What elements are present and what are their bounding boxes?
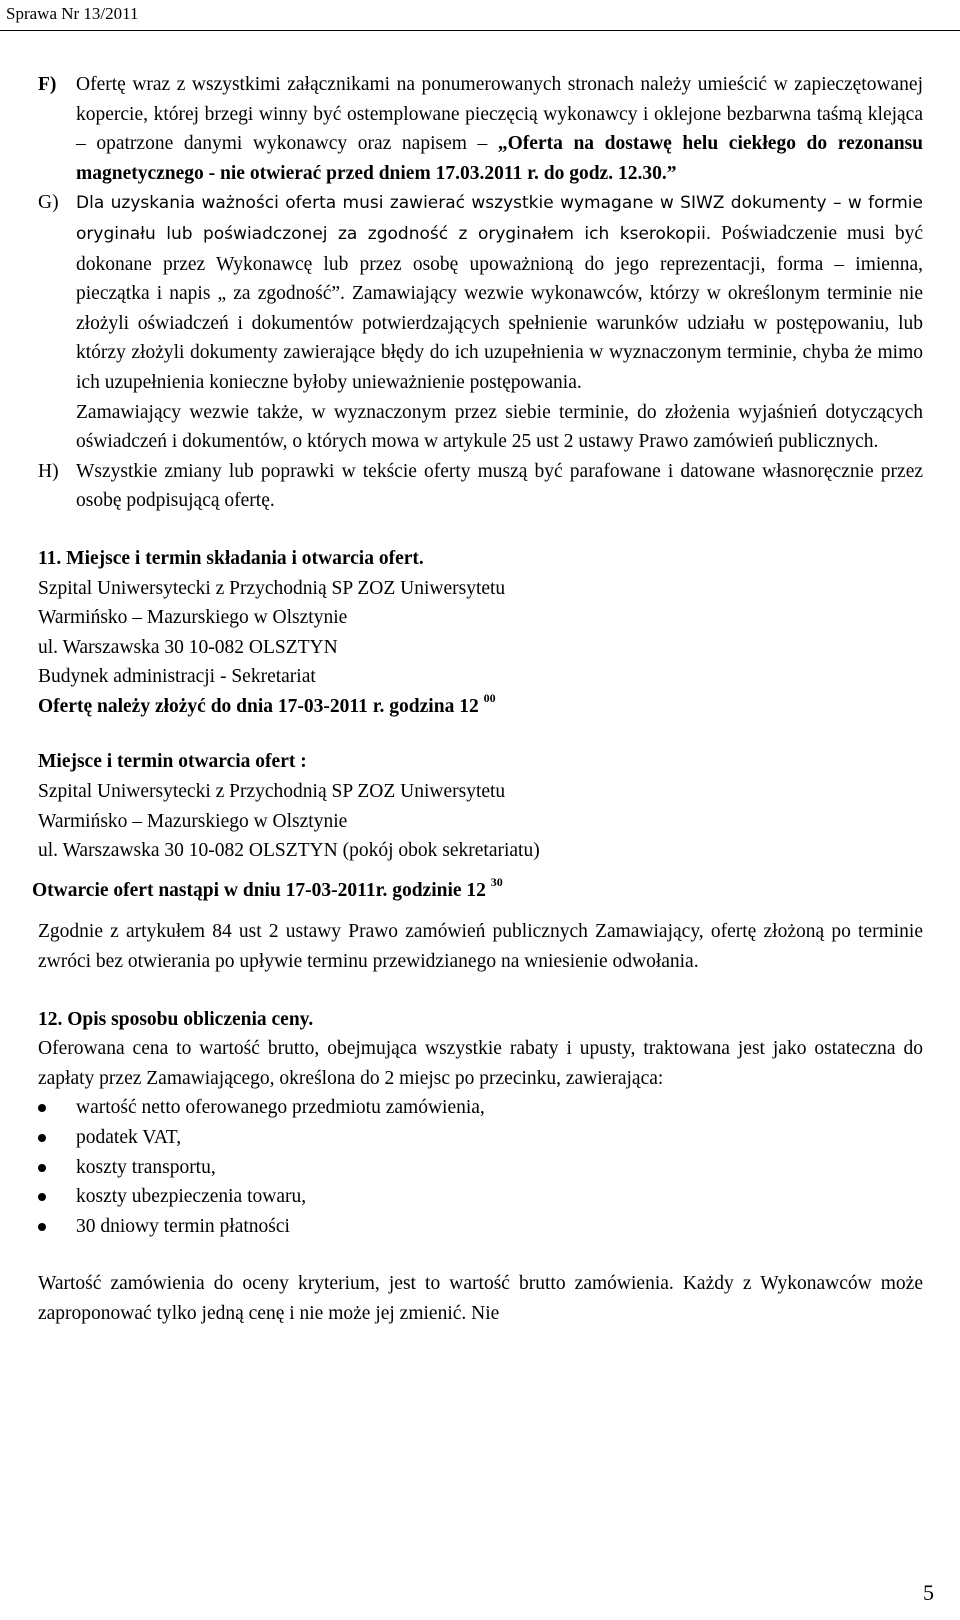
- bullet-icon: [38, 1193, 46, 1201]
- s11-address-line-3: ul. Warszawska 30 10-082 OLSZTYN: [38, 636, 338, 658]
- list-item: koszty transportu,: [38, 1153, 923, 1183]
- opening-address-line-2: Warmińsko – Mazurskiego w Olsztynie: [38, 810, 348, 832]
- item-g-text-1: Dla uzyskania ważności oferta musi zawierać wszystkie wymagane w SIWZ dokumenty – w formie oryginału lub poświadczonej za zgodność z oryginałem ich kserokopii.: [76, 193, 923, 244]
- item-f-bold-text: „Oferta na dostawę helu ciekłego do rezonansu magnetycznego - nie otwierać przed dniem 17.03.2011 r. do godz. 12.30.”: [76, 133, 923, 184]
- document-header: Sprawa Nr 13/2011: [6, 4, 139, 23]
- list-item: podatek VAT,: [38, 1123, 923, 1153]
- late-offer-note: Zgodnie z artykułem 84 ust 2 ustawy Prawo zamówień publicznych Zamawiający, ofertę złożoną po terminie zwróci bez otwierania po upływie terminu przewidzianego na wniesienie odwołania.: [38, 921, 923, 973]
- item-g-label: G): [38, 192, 59, 214]
- opening-address-line-3: ul. Warszawska 30 10-082 OLSZTYN (pokój obok sekretariatu): [38, 840, 540, 862]
- bullet-icon: [38, 1164, 46, 1172]
- list-item: 30 dniowy termin płatności: [38, 1212, 923, 1242]
- item-f-label: F): [38, 74, 57, 95]
- list-item: wartość netto oferowanego przedmiotu zamówienia,: [38, 1093, 923, 1123]
- item-g: [38, 188, 923, 456]
- opening-date-minutes: 30: [490, 874, 503, 889]
- price-intro: Oferowana cena to wartość brutto, obejmująca wszystkie rabaty i upusty, traktowana jest jako ostateczna do zapłaty przez Zamawiającego, określona do 2 miejsc po przecinku, zawierająca:: [38, 1038, 923, 1089]
- opening-date: [32, 876, 923, 908]
- item-f: [38, 70, 923, 188]
- s11-address-line-4: Budynek administracji - Sekretariat: [38, 666, 316, 688]
- s11-address-line-1: Szpital Uniwersytecki z Przychodnią SP ZOZ Uniwersytetu: [38, 577, 506, 599]
- section-12-title: 12. Opis sposobu obliczenia ceny.: [38, 1008, 314, 1030]
- document-body: [32, 70, 923, 1329]
- page-number: 5: [923, 1580, 934, 1605]
- header-divider: [0, 30, 960, 31]
- item-h-text: Wszystkie zmiany lub poprawki w tekście oferty muszą być parafowane i datowane własnoręcznie przez osobę podpisującą ofertę.: [76, 460, 923, 512]
- submission-deadline-minutes: 00: [483, 690, 496, 705]
- opening-address-line-1: Szpital Uniwersytecki z Przychodnią SP ZOZ Uniwersytetu: [38, 781, 506, 803]
- opening-date-text: Otwarcie ofert nastąpi w dniu 17-03-2011r. godzinie 12: [32, 879, 486, 901]
- price-components-list: [38, 1093, 923, 1241]
- item-f-text: Ofertę wraz z wszystkimi załącznikami na ponumerowanych stronach należy umieścić w zapieczętowanej kopercie, której brzegi winny być ostemplowane pieczęcią wykonawcy i oklejone bezbarwna taśmą klejąca – opatrzone danymi wykonawcy oraz napisem –: [76, 74, 923, 155]
- section-11-title: 11. Miejsce i termin składania i otwarcia ofert.: [38, 547, 424, 569]
- bullet-icon: [38, 1223, 46, 1231]
- submission-deadline-text: Ofertę należy złożyć do dnia 17-03-2011 r. godzina 12: [38, 695, 479, 717]
- item-g-text-3: Zamawiający wezwie także, w wyznaczonym przez siebie terminie, do złożenia wyjaśnień dotyczących oświadczeń i dokumentów, o których mowa w artykule 25 ust 2 ustawy Prawo zamówień publicznych.: [76, 401, 923, 453]
- item-h-label: H): [38, 460, 59, 482]
- submission-deadline: [38, 692, 923, 724]
- opening-title: Miejsce i termin otwarcia ofert :: [38, 751, 307, 773]
- list-item: koszty ubezpieczenia towaru,: [38, 1182, 923, 1212]
- s11-address-line-2: Warmińsko – Mazurskiego w Olsztynie: [38, 607, 348, 629]
- item-h: [38, 457, 923, 516]
- closing-paragraph: Wartość zamówienia do oceny kryterium, jest to wartość brutto zamówienia. Każdy z Wykonawców może zaproponować tylko jedną cenę i nie może jej zmienić. Nie: [38, 1273, 923, 1324]
- item-g-text-2: Poświadczenie musi być dokonane przez Wykonawcę lub przez osobę upoważnioną do jego reprezentacji, forma – imienna, pieczątka i napis „ za zgodność”. Zamawiający wezwie wykonawców, którzy w określonym terminie nie złożyli oświadczeń i dokumentów potwierdzających spełnienie warunków udziału w postępowaniu, lub którzy złożyli dokumenty zawierające błędy do ich uzupełnienia w wyznaczonym terminie, chyba że mimo ich uzupełnienia konieczne byłoby unieważnienie postępowania.: [76, 222, 923, 393]
- bullet-icon: [38, 1134, 46, 1142]
- bullet-icon: [38, 1104, 46, 1112]
